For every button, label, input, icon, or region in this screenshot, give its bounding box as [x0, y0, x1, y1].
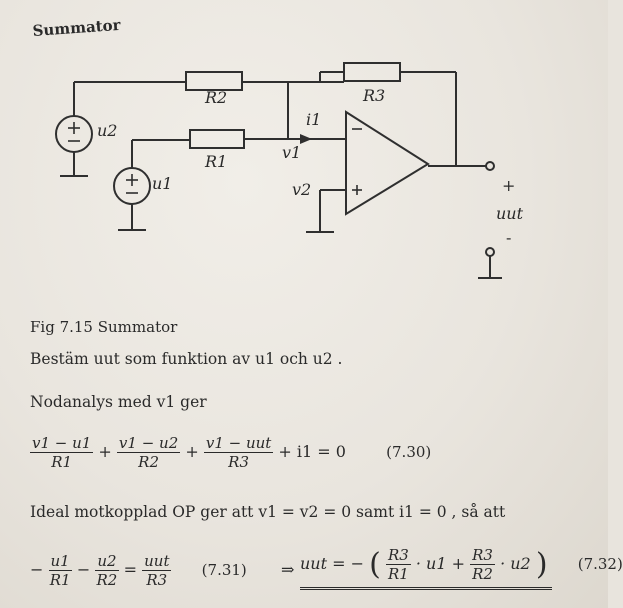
ideal-text: Ideal motkopplad OP ger att v1 = v2 = 0 samt i1 = 0 , så att [30, 503, 506, 521]
output-terminal-plus [486, 162, 494, 170]
output-terminal-minus [486, 248, 494, 256]
fraction: $\frac{v1 - u1}{R1}$ [32, 434, 92, 471]
equation-tag: (7.31) [201, 561, 247, 579]
fraction: $\frac{v1 - u2}{R2}$ [118, 434, 179, 471]
fraction: $\frac{u2}{R2}$ [96, 552, 118, 589]
fraction: $\frac{R3}{R2}$ [472, 546, 493, 583]
label-out-plus: + [502, 176, 516, 195]
fraction: $\frac{\text{v1 − uut}}{R3}$ [205, 434, 272, 471]
opamp [346, 112, 428, 214]
label-r3: R3 [363, 86, 386, 105]
label-u2: u2 [97, 121, 118, 140]
equation-7-31: − $\frac{u1}{R1}$ − $\frac{u2}{R2}$ = $\frac{\text{uut}}{R3}$ (7.31) ⇒ [30, 552, 295, 589]
label-out-minus: - [506, 228, 512, 247]
current-arrow [300, 134, 312, 144]
nodal-text: Nodanalys med v1 ger [30, 393, 207, 411]
question-text: Bestäm uut som funktion av u1 och u2 . [30, 350, 343, 368]
summator-circuit [0, 0, 608, 300]
fraction: $\frac{R3}{R1}$ [387, 546, 409, 583]
implies-arrow: ⇒ [280, 560, 295, 579]
label-r2: R2 [205, 88, 228, 107]
resistor-r3 [344, 63, 400, 81]
label-r1: R1 [205, 152, 228, 171]
fraction: $\frac{u1}{R1}$ [49, 552, 71, 589]
fraction: $\frac{\text{uut}}{R3}$ [144, 552, 170, 589]
label-v1: v1 [282, 143, 302, 162]
equation-7-32: uut = − ( $\frac{R3}{R1}$ · u1 + $\frac{R3}{R2}$ · u2 ) (7.32) [300, 546, 623, 590]
label-u1: u1 [152, 174, 173, 193]
equation-tag: (7.30) [386, 443, 432, 461]
page-title: Summator [32, 15, 122, 40]
equation-tail: + i1 = 0 [278, 442, 346, 461]
label-out: uut [496, 204, 524, 223]
label-i1: i1 [306, 110, 322, 129]
equation-tag: (7.32) [577, 555, 623, 573]
label-v2: v2 [292, 180, 312, 199]
resistor-r1 [190, 130, 244, 148]
figure-caption: Fig 7.15 Summator [30, 318, 178, 336]
equation-7-30: $\frac{v1 - u1}{R1}$ + $\frac{v1 - u2}{R2}$ + $\frac{\text{v1 − uut}}{R3}$ + i1 = 0 (7.30) [32, 434, 432, 471]
